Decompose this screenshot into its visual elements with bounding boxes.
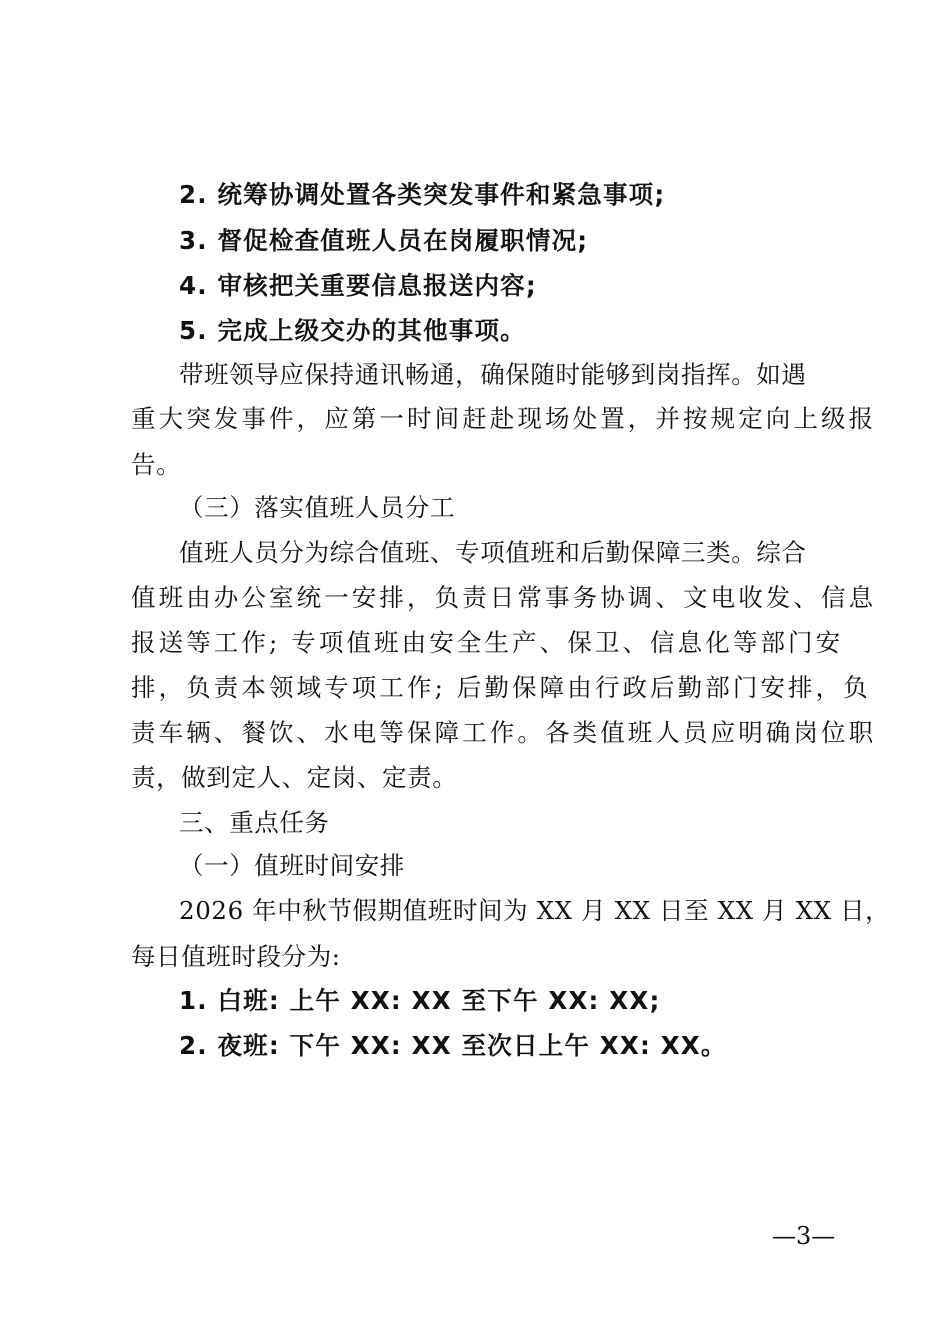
part-heading: 三、重点任务 <box>179 808 330 837</box>
paragraph-line: 重大突发事件，应第一时间赶赴现场处置，并按规定向上级报 <box>131 404 877 433</box>
paragraph-line: 责车辆、餐饮、水电等保障工作。各类值班人员应明确岗位职 <box>131 718 877 747</box>
paragraph-line: 2026 年中秋节假期值班时间为 XX 月 XX 日至 XX 月 XX 日， <box>179 896 891 925</box>
list-item: 4. 审核把关重要信息报送内容; <box>179 271 537 300</box>
paragraph-line: 每日值班时段分为: <box>131 942 341 971</box>
list-item: 3. 督促检查值班人员在岗履职情况; <box>179 226 589 255</box>
shift-item: 2. 夜班: 下午 XX: XX 至次日上午 XX: XX。 <box>179 1031 727 1060</box>
shift-item: 1. 白班: 上午 XX: XX 至下午 XX: XX; <box>179 986 661 1015</box>
paragraph-line: 责，做到定人、定岗、定责。 <box>131 763 458 792</box>
paragraph-line: 带班领导应保持通讯畅通，确保随时能够到岗指挥。如遇 <box>179 360 807 389</box>
paragraph-line: 值班由办公室统一安排，负责日常事务协调、文电收发、信息 <box>131 583 877 612</box>
paragraph-line: 值班人员分为综合值班、专项值班和后勤保障三类。综合 <box>179 538 807 567</box>
paragraph-line: 排，负责本领域专项工作; 后勤保障由行政后勤部门安排，负 <box>131 673 871 702</box>
subsection-heading: （一）值班时间安排 <box>179 851 405 880</box>
section-heading: （三）落实值班人员分工 <box>179 493 456 522</box>
page-number: —3— <box>772 1222 836 1250</box>
list-item: 5. 完成上级交办的其他事项。 <box>179 316 526 345</box>
list-item: 2. 统筹协调处置各类突发事件和紧急事项; <box>179 180 666 209</box>
paragraph-line: 报送等工作; 专项值班由安全生产、保卫、信息化等部门安 <box>131 628 844 657</box>
paragraph-line: 告。 <box>131 450 182 479</box>
